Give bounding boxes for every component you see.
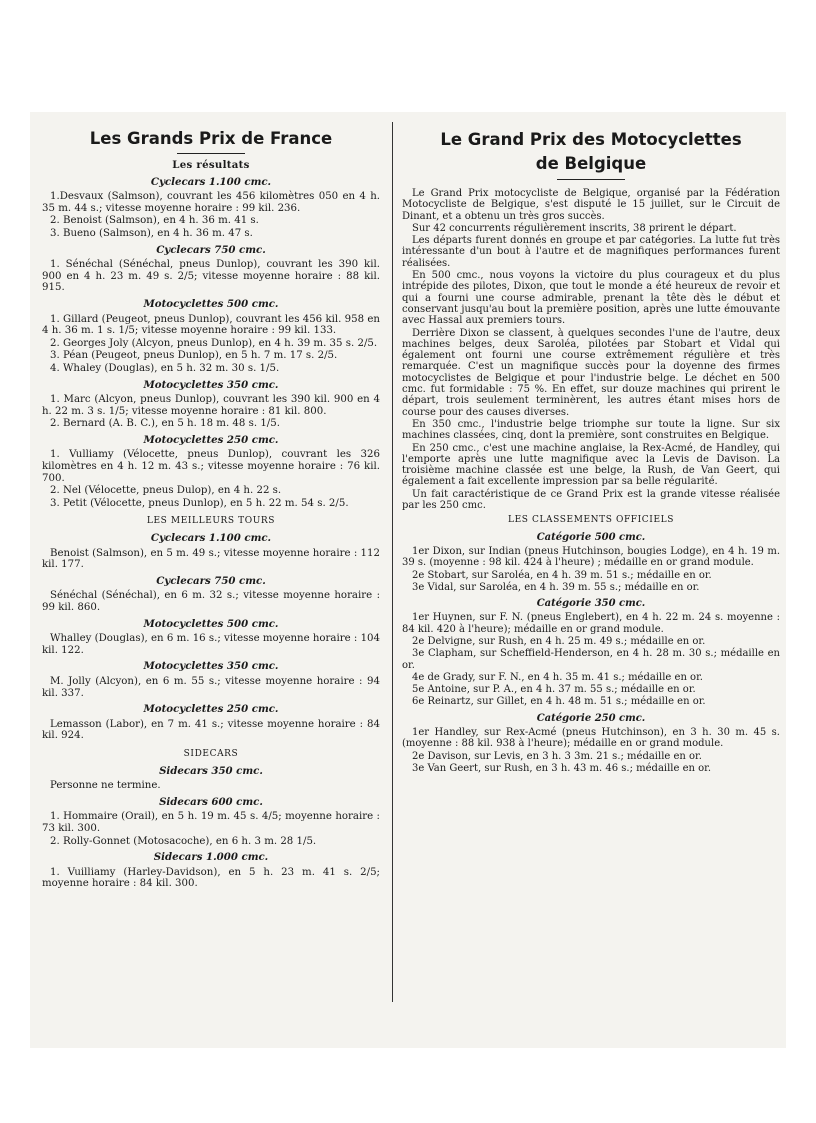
official-rankings-heading: LES CLASSEMENTS OFFICIELS <box>508 515 674 526</box>
article-paragraph: Derrière Dixon se classent, à quelques secondes l'une de l'autre, deux machines belges, deux Saroléa, pilotées par Stobart et Vidal qui également ont fourni une course extrêmement régulière et très remarquée. C'est un magnifique succès pour la doyenne des firmes motocyclistes de Belgique et pour l'industrie belge. Le déchet en 500 cmc. fut formidable : 75 %. En effet, sur douze machines qui prirent le départ, trois seulement terminèrent, les autres étant mises hors de course pour des causes diverses. <box>402 327 780 418</box>
results-cat-3 <box>42 380 380 430</box>
tours-cat-1 <box>42 576 380 614</box>
left-column <box>42 112 380 891</box>
article-paragraph: Sur 42 concurrents régulièrement inscrits, 38 prirent le départ. <box>412 222 737 234</box>
sidecars-cat-1 <box>42 797 380 847</box>
sidecars-heading: SIDECARS <box>183 748 239 759</box>
lap-entry: Whalley (Douglas), en 6 m. 16 s.; vitesse moyenne horaire : 104 kil. 122. <box>42 633 381 656</box>
result-entry: 3. Petit (Vélocette, pneus Dunlop), en 5 h. 22 m. 54 s. 2/5. <box>50 497 349 509</box>
category-heading: Cyclecars 750 cmc. <box>156 574 266 587</box>
article-paragraph: En 350 cmc., l'industrie belge triomphe sur toute la ligne. Sur six machines classées, cinq, dont la première, sont construites en Belgique. <box>402 418 780 442</box>
category-heading: Cyclecars 1.100 cmc. <box>150 532 272 545</box>
tours-cat-0 <box>42 533 380 571</box>
results-heading: Les résultats <box>172 159 250 171</box>
sidecar-entry: 1. Vuilliamy (Harley-Davidson), en 5 h. 23 m. 41 s. 2/5; moyenne horaire : 84 kil. 300. <box>42 866 380 890</box>
ranking-entry: 2e Davison, sur Levis, en 3 h. 3 3m. 21 s.; médaille en or. <box>412 750 702 762</box>
category-heading: Catégorie 250 cmc. <box>536 712 646 724</box>
result-entry: 3. Péan (Peugeot, pneus Dunlop), en 5 h. 7 m. 17 s. 2/5. <box>50 350 338 362</box>
category-heading: Sidecars 600 cmc. <box>159 795 263 808</box>
article-paragraph: Les départs furent donnés en groupe et par catégories. La lutte fut très intéressante d'un bout à l'autre et de magnifiques performances furent réalisées. <box>402 235 780 269</box>
lap-entry: Sénéchal (Sénéchal), en 6 m. 32 s.; vitesse moyenne horaire : 99 kil. 860. <box>42 590 380 613</box>
lap-entry: Lemasson (Labor), en 7 m. 41 s.; vitesse moyenne horaire : 84 kil. 924. <box>42 718 380 742</box>
result-entry: 2. Bernard (A. B. C.), en 5 h. 18 m. 48 s. 1/5. <box>50 418 280 430</box>
ranking-entry: 3e Clapham, sur Scheffield-Henderson, en 4 h. 28 m. 30 s.; médaille en or. <box>402 648 780 671</box>
ranking-entry: 3e Vidal, sur Saroléa, en 4 h. 39 m. 55 s.; médaille en or. <box>412 581 700 593</box>
article-paragraph: En 500 cmc., nous voyons la victoire du plus courageux et du plus intrépide des pilotes, Dixon, que tout le monde a été heureux de revoir et qui a fourni une course admirable, prenant la tête dès le début et conservant jusqu'au bout la première position, après une lutte émouvante avec Hassal aux premiers tours. <box>402 270 780 327</box>
sidecars-cat-2 <box>42 852 380 890</box>
category-heading: Catégorie 350 cmc. <box>536 598 646 610</box>
article-paragraph: En 250 cmc., c'est une machine anglaise, la Rex-Acmé, de Handley, qui l'emporte après une lutte magnifique avec la Levis de Davison. La troisième machine classée est une belge, la Rush, de Van Geert, qui également a fait excellente impression par sa belle régularité. <box>402 442 780 488</box>
tours-cat-2 <box>42 619 380 657</box>
ranking-entry: 3e Van Geert, sur Rush, en 3 h. 43 m. 46 s.; médaille en or. <box>412 762 712 774</box>
article-body <box>402 188 780 511</box>
category-heading: Motocyclettes 500 cmc. <box>143 617 279 630</box>
ranking-cat-1 <box>402 598 780 708</box>
best-laps-heading: LES MEILLEURS TOURS <box>146 516 276 527</box>
lap-entry: M. Jolly (Alcyon), en 6 m. 55 s.; vitesse moyenne horaire : 94 kil. 337. <box>42 675 380 699</box>
ranking-entry: 1er Huynen, sur F. N. (pneus Englebert), en 4 h. 22 m. 24 s. moyenne : 84 kil. 420 à l'heure); médaille en or grand module. <box>402 612 780 635</box>
ranking-entry: 1er Handley, sur Rex-Acmé (pneus Hutchinson), en 3 h. 30 m. 45 s. (moyenne : 88 kil. 938 à l'heure); médaille en or grand module. <box>402 727 780 750</box>
tours-cat-3 <box>42 661 380 699</box>
result-entry: 2. Benoist (Salmson), en 4 h. 36 m. 41 s. <box>50 215 259 227</box>
column-divider <box>392 122 393 1002</box>
category-heading: Cyclecars 1.100 cmc. <box>150 175 272 188</box>
results-cat-1 <box>42 245 380 294</box>
right-article-title <box>402 128 780 176</box>
ranking-entry: 5e Antoine, sur P. A., en 4 h. 37 m. 55 s.; médaille en or. <box>412 684 696 696</box>
sidecar-entry: Personne ne termine. <box>50 780 161 792</box>
ranking-cat-0 <box>402 532 780 593</box>
category-heading: Sidecars 350 cmc. <box>159 764 263 777</box>
left-article-title: Les Grands Prix de France <box>89 129 333 148</box>
sidecar-entry: 2. Rolly-Gonnet (Motosacoche), en 6 h. 3 m. 28 1/5. <box>50 835 317 847</box>
category-heading: Motocyclettes 250 cmc. <box>143 433 279 446</box>
result-entry: 3. Bueno (Salmson), en 4 h. 36 m. 47 s. <box>50 227 253 239</box>
category-heading: Cyclecars 750 cmc. <box>156 243 266 256</box>
result-entry: 1. Vulliamy (Vélocette, pneus Dunlop), couvrant les 326 kilomètres en 4 h. 12 m. 43 s.; vitesse moyenne horaire : 76 kil. 700. <box>42 449 380 484</box>
lap-entry: Benoist (Salmson), en 5 m. 49 s.; vitesse moyenne horaire : 112 kil. 177. <box>42 547 380 571</box>
ranking-entry: 1er Dixon, sur Indian (pneus Hutchinson, bougies Lodge), en 4 h. 19 m. 39 s. (moyenne : 98 kil. 424 à l'heure) ; médaille en or grand module. <box>402 545 780 569</box>
right-title-line1: Le Grand Prix des Motocyclettes <box>440 130 742 149</box>
ranking-entry: 4e de Grady, sur F. N., en 4 h. 35 m. 41 s.; médaille en or. <box>412 671 703 683</box>
article-paragraph: Un fait caractéristique de ce Grand Prix est la grande vitesse réalisée par les 250 cmc. <box>402 488 780 512</box>
ranking-entry: 2e Stobart, sur Saroléa, en 4 h. 39 m. 51 s.; médaille en or. <box>412 569 712 581</box>
result-entry: 1. Gillard (Peugeot, pneus Dunlop), couvrant les 456 kil. 958 en 4 h. 36 m. 1 s. 1/5; vitesse moyenne horaire : 99 kil. 133. <box>42 313 380 337</box>
right-title-line2: de Belgique <box>535 154 647 173</box>
category-heading: Catégorie 500 cmc. <box>536 531 646 543</box>
category-heading: Sidecars 1.000 cmc. <box>153 851 269 864</box>
category-heading: Motocyclettes 250 cmc. <box>143 703 279 716</box>
newspaper-clipping <box>30 112 786 1048</box>
results-cat-0 <box>42 177 380 240</box>
ranking-entry: 2e Delvigne, sur Rush, en 4 h. 25 m. 49 s.; médaille en or. <box>412 635 706 647</box>
result-entry: 4. Whaley (Douglas), en 5 h. 32 m. 30 s. 1/5. <box>50 362 280 374</box>
results-cat-2 <box>42 299 380 375</box>
results-cat-4 <box>42 435 380 510</box>
category-heading: Motocyclettes 500 cmc. <box>143 297 279 310</box>
result-entry: 1.Desvaux (Salmson), couvrant les 456 kilomètres 050 en 4 h. 35 m. 44 s.; vitesse moyenne horaire : 99 kil. 236. <box>42 191 380 214</box>
right-column <box>402 112 780 775</box>
ranking-cat-2 <box>402 713 780 774</box>
result-entry: 1. Sénéchal (Sénéchal, pneus Dunlop), couvrant les 390 kil. 900 en 4 h. 23 m. 49 s. 2/5; vitesse moyenne horaire : 88 kil. 915. <box>42 259 380 294</box>
title-underline <box>557 179 625 180</box>
ranking-entry: 6e Reinartz, sur Gillet, en 4 h. 48 m. 51 s.; médaille en or. <box>412 696 706 708</box>
result-entry: 2. Nel (Vélocette, pneus Dulop), en 4 h. 22 s. <box>50 485 282 497</box>
sidecar-entry: 1. Hommaire (Orail), en 5 h. 19 m. 45 s. 4/5; moyenne horaire : 73 kil. 300. <box>42 811 380 834</box>
tours-cat-4 <box>42 704 380 742</box>
category-heading: Motocyclettes 350 cmc. <box>143 378 279 391</box>
category-heading: Motocyclettes 350 cmc. <box>143 660 279 673</box>
result-entry: 1. Marc (Alcyon, pneus Dunlop), couvrant les 390 kil. 900 en 4 h. 22 m. 3 s. 1/5; vitesse moyenne horaire : 81 kil. 800. <box>42 394 380 417</box>
article-paragraph: Le Grand Prix motocycliste de Belgique, organisé par la Fédération Motocycliste de Belgique, s'est disputé le 15 juillet, sur le Circuit de Dinant, et a obtenu un très gros succès. <box>402 188 780 222</box>
title-underline <box>177 153 245 154</box>
sidecars-cat-0 <box>42 766 380 792</box>
result-entry: 2. Georges Joly (Alcyon, pneus Dunlop), en 4 h. 39 m. 35 s. 2/5. <box>50 337 378 349</box>
